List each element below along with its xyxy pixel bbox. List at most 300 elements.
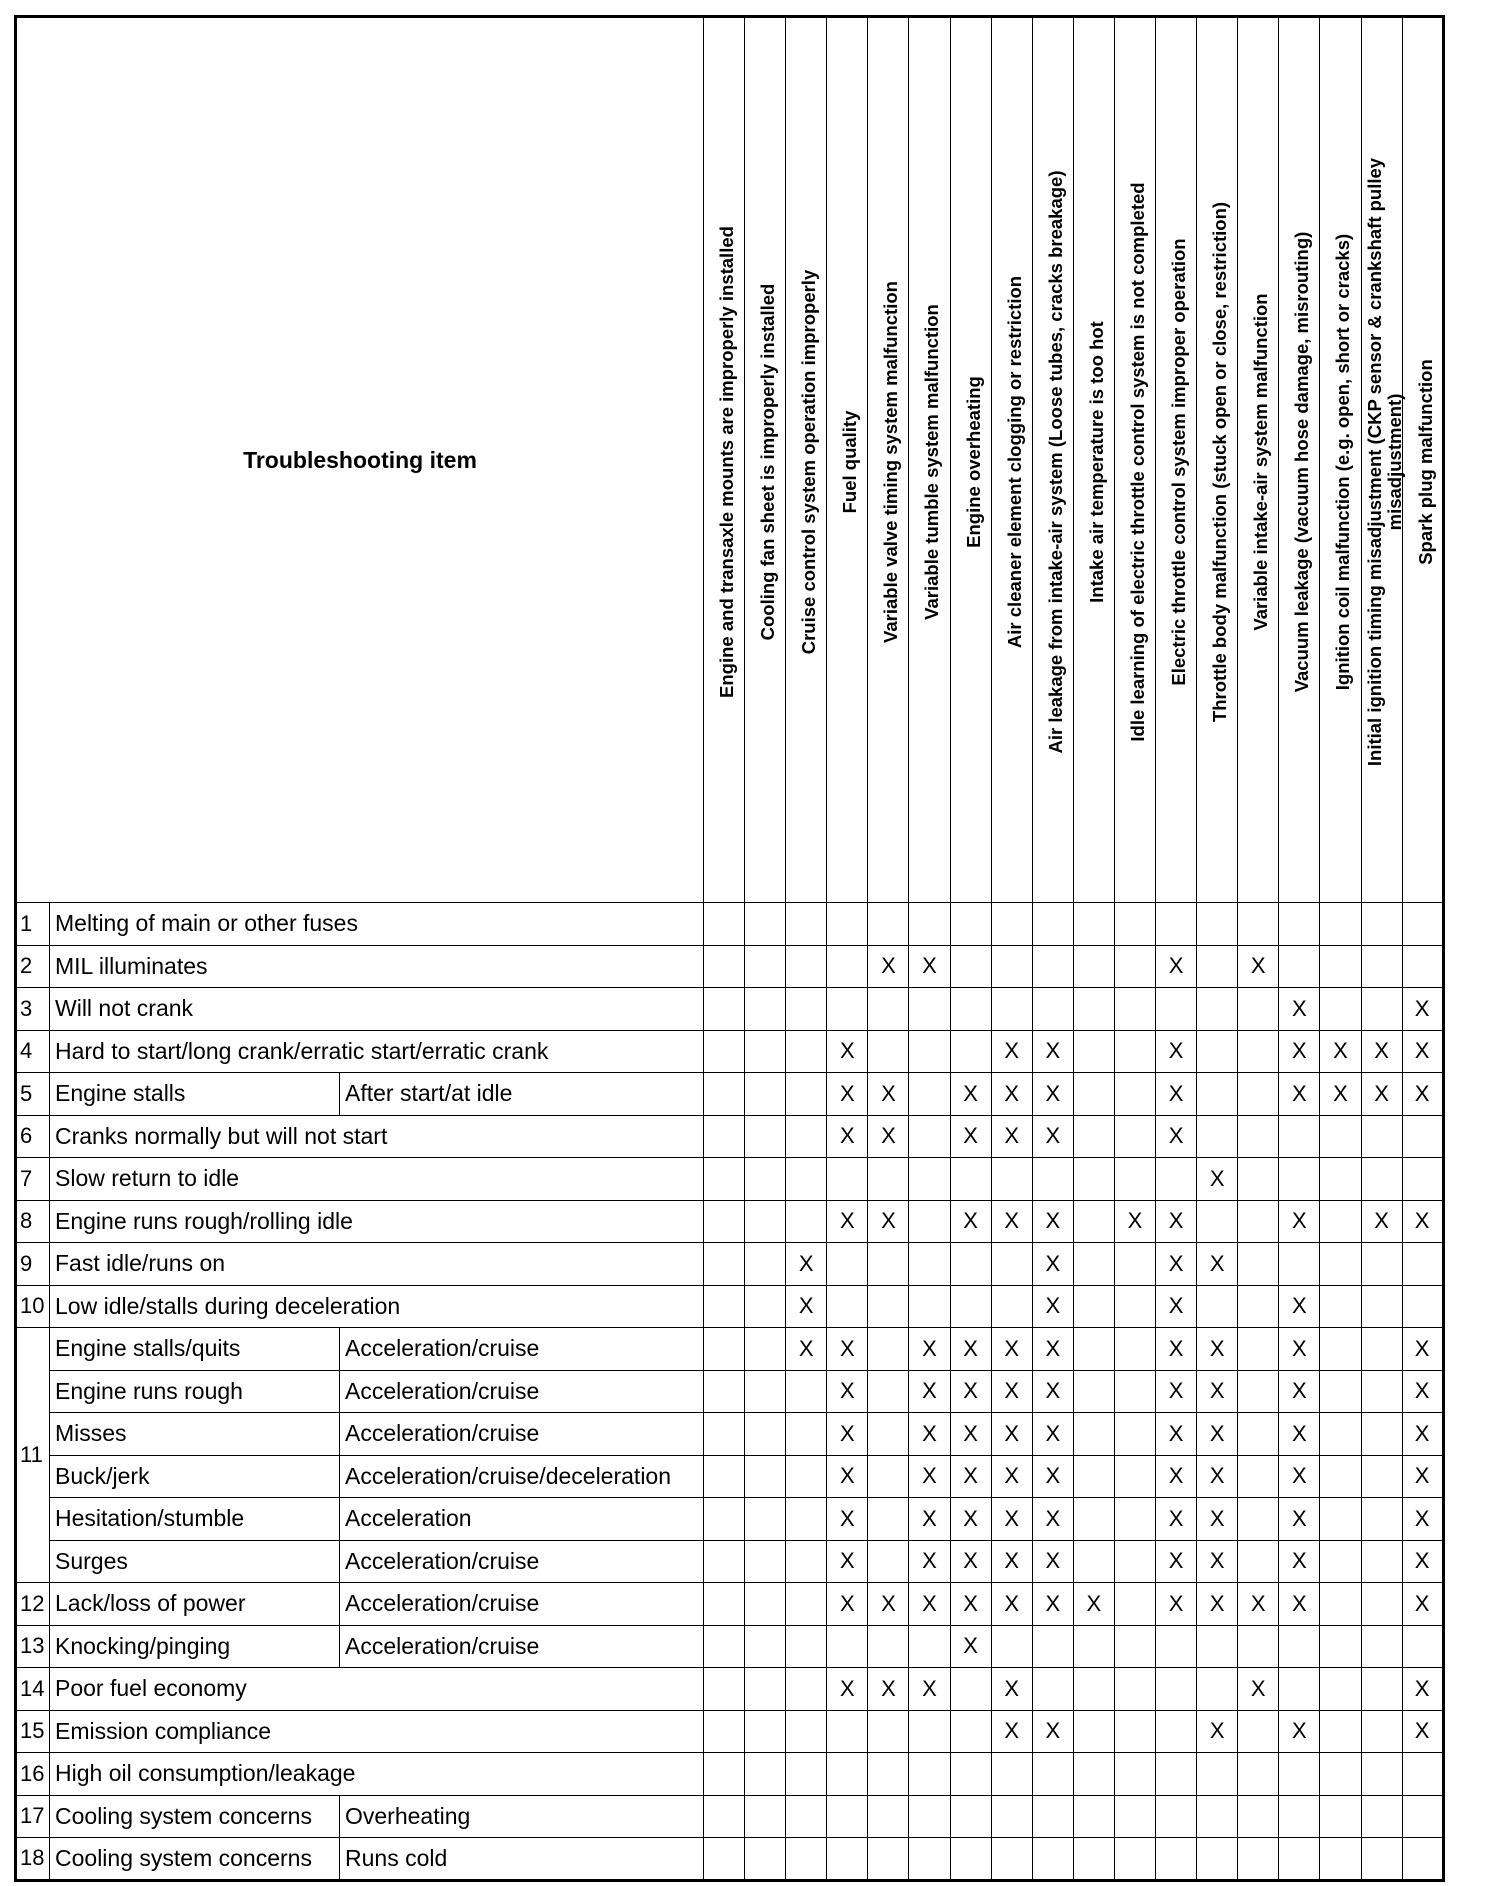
mark-cell [786,1710,827,1753]
mark-cell [1279,1625,1320,1668]
row-number: 9 [16,1243,50,1286]
column-header-box [951,18,991,902]
mark-cell [1279,1583,1320,1626]
mark-cell [1320,988,1361,1031]
column-label-line: Cooling fan sheet is improperly installed [756,283,778,641]
mark-cell [786,1370,827,1413]
x-mark: X [1168,1548,1184,1574]
mark-cell [1073,988,1114,1031]
x-mark: X [963,1633,978,1659]
x-mark: X [798,1335,814,1361]
mark-cell [1197,1753,1238,1796]
mark-cell [1197,1328,1238,1371]
mark-cell [704,1030,745,1073]
mark-cell [1156,1668,1197,1711]
column-header [827,17,868,903]
mark-cell [1032,1668,1073,1711]
mark-cell [991,988,1032,1031]
column-header [1402,17,1443,903]
mark-cell [950,1710,991,1753]
mark-cell [1238,1583,1279,1626]
mark-cell [868,1455,909,1498]
column-header [1032,17,1073,903]
mark-cell [1279,1498,1320,1541]
mark-cell [868,1030,909,1073]
mark-cell [1279,1710,1320,1753]
row-number: 14 [16,1668,50,1711]
problem-cell: Misses [50,1413,340,1456]
mark-cell [786,1200,827,1243]
x-mark: X [1209,1463,1225,1489]
x-mark: X [1168,1293,1184,1319]
table-row [16,1073,1444,1116]
mark-cell [1402,1413,1443,1456]
mark-cell [1197,1625,1238,1668]
mark-cell [704,1498,745,1541]
column-header-box [1403,18,1442,902]
mark-cell [1197,1498,1238,1541]
x-mark: X [1292,1718,1307,1744]
table-row [16,1625,1444,1668]
x-mark: X [1414,1675,1430,1701]
mark-cell [1238,1413,1279,1456]
mark-cell [1279,1668,1320,1711]
mark-cell [1197,1413,1238,1456]
problem-cell: Engine stalls/quits [50,1328,340,1371]
mark-cell [1114,1285,1155,1328]
column-header-box [1238,18,1278,902]
x-mark: X [1209,1548,1225,1574]
column-label-line: Spark plug malfunction [1414,359,1436,565]
mark-cell [1320,1583,1361,1626]
mark-cell [1114,1498,1155,1541]
x-mark: X [1004,1463,1020,1489]
mark-cell [1032,1243,1073,1286]
mark-cell [1320,1540,1361,1583]
mark-cell [1279,1413,1320,1456]
mark-cell [1197,1158,1238,1201]
mark-cell [745,1583,786,1626]
mark-cell [704,1413,745,1456]
x-mark: X [1004,1675,1020,1701]
x-mark: X [1045,1293,1061,1319]
mark-cell [1279,1158,1320,1201]
mark-cell [1032,1413,1073,1456]
x-mark: X [1168,1123,1184,1149]
mark-cell [991,1668,1032,1711]
mark-cell [704,1625,745,1668]
mark-cell [1197,1370,1238,1413]
x-mark: X [1168,1038,1184,1064]
mark-cell [950,1158,991,1201]
mark-cell [745,903,786,946]
row-number: 6 [16,1115,50,1158]
mark-cell [1279,945,1320,988]
mark-cell [991,1285,1032,1328]
mark-cell [704,1668,745,1711]
mark-cell [1238,1625,1279,1668]
mark-cell [950,1115,991,1158]
mark-cell [1073,1668,1114,1711]
mark-cell [950,988,991,1031]
mark-cell [704,903,745,946]
mark-cell [1238,1328,1279,1371]
condition-cell: Overheating [340,1795,704,1838]
mark-cell [704,1455,745,1498]
mark-cell [745,1455,786,1498]
mark-cell [909,1370,950,1413]
mark-cell [1114,1200,1155,1243]
table-row [16,1370,1444,1413]
mark-cell [868,988,909,1031]
mark-cell [827,1285,868,1328]
mark-cell [909,1753,950,1796]
mark-cell [909,1413,950,1456]
mark-cell [1279,1285,1320,1328]
mark-cell [909,1540,950,1583]
mark-cell [1402,1498,1443,1541]
mark-cell [1402,1668,1443,1711]
mark-cell [786,1753,827,1796]
mark-cell [909,1200,950,1243]
x-mark: X [1045,1250,1061,1276]
mark-cell [786,1625,827,1668]
x-mark: X [881,1675,896,1701]
x-mark: X [1209,1420,1225,1446]
mark-cell [1073,1498,1114,1541]
mark-cell [950,1413,991,1456]
mark-cell [1114,1370,1155,1413]
problem-cell: Melting of main or other fuses [50,903,704,946]
mark-cell [1402,1625,1443,1668]
mark-cell [1114,1668,1155,1711]
problem-cell: Knocking/pinging [50,1625,340,1668]
table-row [16,988,1444,1031]
mark-cell [1114,1540,1155,1583]
x-mark: X [839,1378,855,1404]
mark-cell [1156,1455,1197,1498]
mark-cell [868,1243,909,1286]
mark-cell [1361,1285,1402,1328]
mark-cell [1197,1455,1238,1498]
mark-cell [786,1838,827,1881]
mark-cell [1279,1753,1320,1796]
mark-cell [1197,1115,1238,1158]
mark-cell [1156,1753,1197,1796]
x-mark: X [1045,1335,1061,1361]
mark-cell [1156,1795,1197,1838]
mark-cell [1279,1030,1320,1073]
x-mark: X [963,1080,978,1106]
mark-cell [1238,1200,1279,1243]
mark-cell [786,1455,827,1498]
mark-cell [704,1540,745,1583]
x-mark: X [963,1548,978,1574]
mark-cell [950,1625,991,1668]
mark-cell [1279,903,1320,946]
row-number: 8 [16,1200,50,1243]
mark-cell [991,1710,1032,1753]
mark-cell [745,1625,786,1668]
mark-cell [1320,1200,1361,1243]
mark-cell [827,1710,868,1753]
x-mark: X [1045,1378,1061,1404]
mark-cell [909,903,950,946]
table-row [16,1838,1444,1881]
mark-cell [1114,1455,1155,1498]
x-mark: X [1414,1038,1430,1064]
mark-cell [950,1200,991,1243]
mark-cell [1114,1795,1155,1838]
mark-cell [1197,903,1238,946]
mark-cell [786,1540,827,1583]
mark-cell [1073,1328,1114,1371]
mark-cell [827,1115,868,1158]
mark-cell [868,1115,909,1158]
x-mark: X [1045,1420,1061,1446]
problem-cell: Engine stalls [50,1073,340,1116]
mark-cell [745,1413,786,1456]
mark-cell [868,1583,909,1626]
mark-cell [950,1030,991,1073]
mark-cell [1238,988,1279,1031]
column-header-box [1197,18,1237,902]
mark-cell [1114,1413,1155,1456]
x-mark: X [881,1590,896,1616]
mark-cell [991,1583,1032,1626]
x-mark: X [1414,1590,1430,1616]
mark-cell [704,945,745,988]
mark-cell [909,1455,950,1498]
x-mark: X [922,1675,937,1701]
mark-cell [1073,1285,1114,1328]
mark-cell [868,903,909,946]
problem-cell: Emission compliance [50,1710,704,1753]
mark-cell [991,1115,1032,1158]
column-label-line: Variable intake-air system malfunction [1249,293,1271,631]
column-label-line: Intake air temperature is too hot [1085,321,1107,603]
table-row [16,1668,1444,1711]
mark-cell [991,1838,1032,1881]
mark-cell [1073,1243,1114,1286]
mark-cell [786,1030,827,1073]
mark-cell [786,988,827,1031]
x-mark: X [839,1505,855,1531]
table-row [16,1795,1444,1838]
mark-cell [950,1668,991,1711]
column-label-line: Vacuum leakage (vacuum hose damage, misrouting) [1290,231,1312,693]
column-header-box [868,18,908,902]
mark-cell [786,945,827,988]
condition-cell: Runs cold [340,1838,704,1881]
mark-cell [1197,1073,1238,1116]
problem-cell: Engine runs rough [50,1370,340,1413]
x-mark: X [839,1548,855,1574]
mark-cell [1032,1540,1073,1583]
mark-cell [1402,1073,1443,1116]
table-row [16,1455,1444,1498]
mark-cell [1032,1158,1073,1201]
table-row [16,1540,1444,1583]
x-mark: X [839,1335,855,1361]
mark-cell [1156,1583,1197,1626]
mark-cell [827,945,868,988]
x-mark: X [1292,995,1307,1021]
x-mark: X [1004,1123,1020,1149]
mark-cell [1238,945,1279,988]
mark-cell [786,1243,827,1286]
problem-cell: Cooling system concerns [50,1838,340,1881]
mark-cell [1073,1753,1114,1796]
column-label-line: Initial ignition timing misadjustment (CKP sensor & crankshaft pulley [1363,157,1385,767]
mark-cell [1279,1540,1320,1583]
column-header-box [992,18,1032,902]
mark-cell [827,1753,868,1796]
mark-cell [745,1540,786,1583]
x-mark: X [1168,953,1184,979]
column-label-line: Cruise control system operation improperly [797,269,819,655]
mark-cell [704,1243,745,1286]
mark-cell [1032,1498,1073,1541]
column-label-line: Engine overheating [962,376,984,548]
x-mark: X [1004,1548,1020,1574]
mark-cell [950,1583,991,1626]
problem-cell: High oil consumption/leakage [50,1753,704,1796]
mark-cell [1156,1030,1197,1073]
table-row [16,1285,1444,1328]
mark-cell [1073,1073,1114,1116]
mark-cell [1361,1158,1402,1201]
mark-cell [827,1200,868,1243]
x-mark: X [1045,1548,1061,1574]
x-mark: X [1168,1463,1184,1489]
x-mark: X [1168,1208,1184,1234]
table-row [16,1498,1444,1541]
column-label-line: Air cleaner element clogging or restriction [1003,275,1025,649]
mark-cell [1032,903,1073,946]
mark-cell [1156,1243,1197,1286]
mark-cell [1402,1583,1443,1626]
mark-cell [827,1540,868,1583]
x-mark: X [1292,1463,1307,1489]
mark-cell [1073,1370,1114,1413]
mark-cell [1073,1540,1114,1583]
mark-cell [1073,1200,1114,1243]
mark-cell [868,1328,909,1371]
mark-cell [1156,1498,1197,1541]
x-mark: X [839,1080,855,1106]
x-mark: X [1004,1505,1020,1531]
mark-cell [1238,1285,1279,1328]
mark-cell [950,945,991,988]
x-mark: X [1045,1463,1061,1489]
mark-cell [1073,1413,1114,1456]
column-label-line: Variable valve timing system malfunction [879,281,901,643]
mark-cell [1279,1115,1320,1158]
mark-cell [1320,1328,1361,1371]
problem-cell: Buck/jerk [50,1455,340,1498]
column-label-line: Idle learning of electric throttle control system is not completed [1126,182,1148,742]
x-mark: X [922,1590,937,1616]
column-header [1238,17,1279,903]
mark-cell [1402,1753,1443,1796]
mark-cell [1073,1583,1114,1626]
column-header [1197,17,1238,903]
mark-cell [1361,945,1402,988]
mark-cell [1032,1115,1073,1158]
x-mark: X [922,1505,937,1531]
mark-cell [1114,1838,1155,1881]
mark-cell [909,1328,950,1371]
column-header [1073,17,1114,903]
mark-cell [827,1370,868,1413]
mark-cell [1032,1328,1073,1371]
x-mark: X [1209,1718,1225,1744]
mark-cell [1402,1455,1443,1498]
column-header [950,17,991,903]
row-number: 7 [16,1158,50,1201]
mark-cell [1402,903,1443,946]
mark-cell [1197,1710,1238,1753]
mark-cell [868,1795,909,1838]
x-mark: X [1292,1038,1307,1064]
column-label-line: misadjustment) [1383,393,1405,531]
x-mark: X [1292,1548,1307,1574]
mark-cell [704,1370,745,1413]
mark-cell [1361,1625,1402,1668]
table-row [16,1158,1444,1201]
mark-cell [868,1498,909,1541]
mark-cell [868,1370,909,1413]
mark-cell [1279,1200,1320,1243]
mark-cell [1238,1073,1279,1116]
mark-cell [1238,1243,1279,1286]
x-mark: X [1414,995,1430,1021]
problem-cell: Poor fuel economy [50,1668,704,1711]
x-mark: X [839,1590,855,1616]
mark-cell [1279,1455,1320,1498]
mark-cell [909,1668,950,1711]
mark-cell [1156,1115,1197,1158]
mark-cell [1032,1795,1073,1838]
x-mark: X [922,1420,937,1446]
mark-cell [745,1498,786,1541]
mark-cell [1320,1030,1361,1073]
table-row [16,903,1444,946]
x-mark: X [922,1335,937,1361]
mark-cell [991,1200,1032,1243]
condition-cell: Acceleration/cruise [340,1328,704,1371]
mark-cell [868,1073,909,1116]
mark-cell [950,1328,991,1371]
x-mark: X [1414,1335,1430,1361]
mark-cell [1238,1753,1279,1796]
x-mark: X [1004,1208,1020,1234]
table-title: Troubleshooting item [16,17,704,903]
mark-cell [1073,1838,1114,1881]
x-mark: X [1045,1718,1061,1744]
mark-cell [991,1370,1032,1413]
mark-cell [827,988,868,1031]
mark-cell [1032,1710,1073,1753]
mark-cell [1032,988,1073,1031]
mark-cell [827,1413,868,1456]
mark-cell [1402,1115,1443,1158]
column-header [909,17,950,903]
mark-cell [1279,1795,1320,1838]
mark-cell [1402,1030,1443,1073]
row-number: 12 [16,1583,50,1626]
